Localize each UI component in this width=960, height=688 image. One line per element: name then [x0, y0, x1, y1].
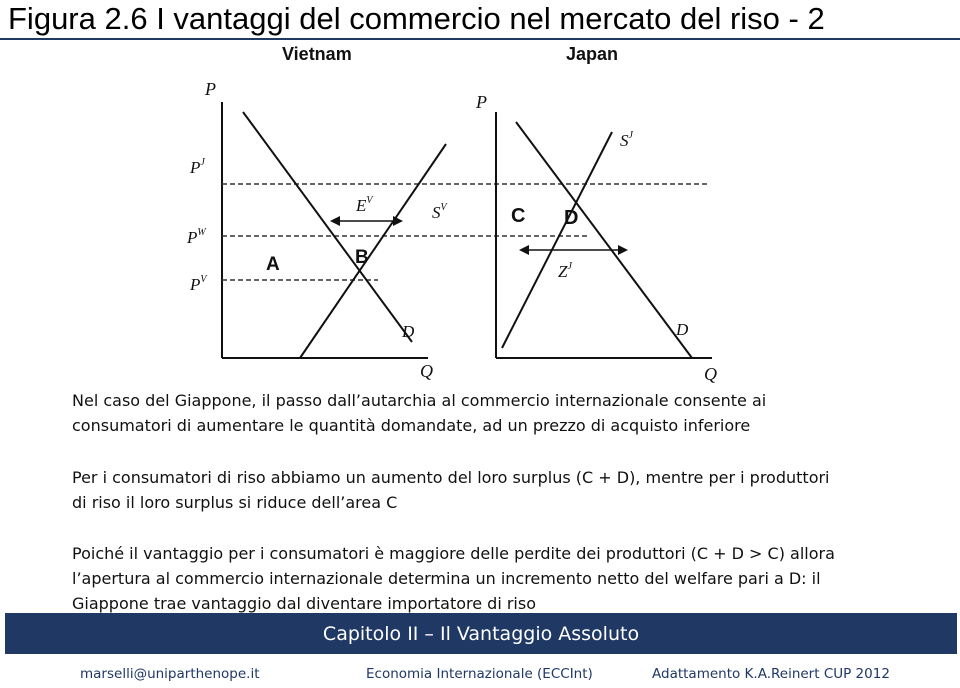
- paragraph-welfare: [72, 541, 952, 616]
- japan-supply-curve: [502, 132, 612, 348]
- chapter-footer-bar: [5, 613, 957, 654]
- footer-course: Economia Internazionale (ECCInt): [366, 666, 593, 682]
- vietnam-supply-curve: [300, 144, 446, 358]
- area-b-label: B: [355, 247, 369, 268]
- paragraph-japan-trade: [72, 388, 952, 438]
- export-arrow-right-head: [393, 216, 403, 226]
- paragraph-line: Nel caso del Giappone, il passo dall’autarchia al commercio internazionale consente ai: [72, 391, 767, 410]
- japan-demand-curve: [516, 122, 692, 358]
- vietnam-p-axis-label: P: [205, 79, 216, 99]
- area-a-label: A: [266, 254, 280, 275]
- price-label-pj: $P^J$: [190, 157, 205, 177]
- vietnam-japan-rice-diagram: [0, 40, 960, 385]
- import-arrow-left-head: [519, 245, 529, 255]
- area-c-label: C: [511, 205, 526, 227]
- japan-p-axis-label: P: [476, 92, 487, 112]
- paragraph-surplus: [72, 465, 952, 515]
- vietnam-demand-curve: [243, 112, 412, 342]
- japan-heading: Japan: [566, 44, 619, 64]
- import-label: $Z^J$: [558, 261, 572, 281]
- price-label-pv: $P^V$: [190, 274, 207, 294]
- import-arrow-right-head: [618, 245, 628, 255]
- japan-q-axis-label: Q: [704, 364, 717, 384]
- paragraph-line: Poiché il vantaggio per i consumatori è maggiore delle perdite dei produttori (C + D > C) allora: [72, 544, 835, 563]
- japan-supply-label: $S^J$: [620, 130, 633, 150]
- paragraph-line: consumatori di aumentare le quantità domandate, ad un prezzo di acquisto inferiore: [72, 416, 751, 435]
- vietnam-supply-label: $S^V$: [432, 202, 447, 222]
- vietnam-q-axis-label: Q: [420, 361, 433, 381]
- area-d-label: D: [564, 207, 579, 229]
- export-arrow-left-head: [330, 216, 340, 226]
- paragraph-line: l’apertura al commercio internazionale determina un incremento netto del welfare pari a D: il: [72, 569, 821, 588]
- page-title: Figura 2.6 I vantaggi del commercio nel mercato del riso - 2: [8, 1, 825, 36]
- vietnam-demand-label: D: [402, 322, 415, 341]
- paragraph-line: Giappone trae vantaggio dal diventare importatore di riso: [72, 594, 536, 613]
- chapter-title: Capitolo II – Il Vantaggio Assoluto: [322, 622, 640, 645]
- price-label-pw: $P^W$: [187, 227, 206, 247]
- footer-email: marselli@uniparthenope.it: [80, 666, 260, 682]
- export-label: $E^V$: [356, 195, 373, 215]
- paragraph-line: di riso il loro surplus si riduce dell’area C: [72, 493, 398, 512]
- paragraph-line: Per i consumatori di riso abbiamo un aumento del loro surplus (C + D), mentre per i produttori: [72, 468, 830, 487]
- footer-credit: Adattamento K.A.Reinert CUP 2012: [652, 666, 890, 682]
- japan-demand-label: D: [676, 320, 689, 339]
- vietnam-heading: Vietnam: [282, 44, 352, 64]
